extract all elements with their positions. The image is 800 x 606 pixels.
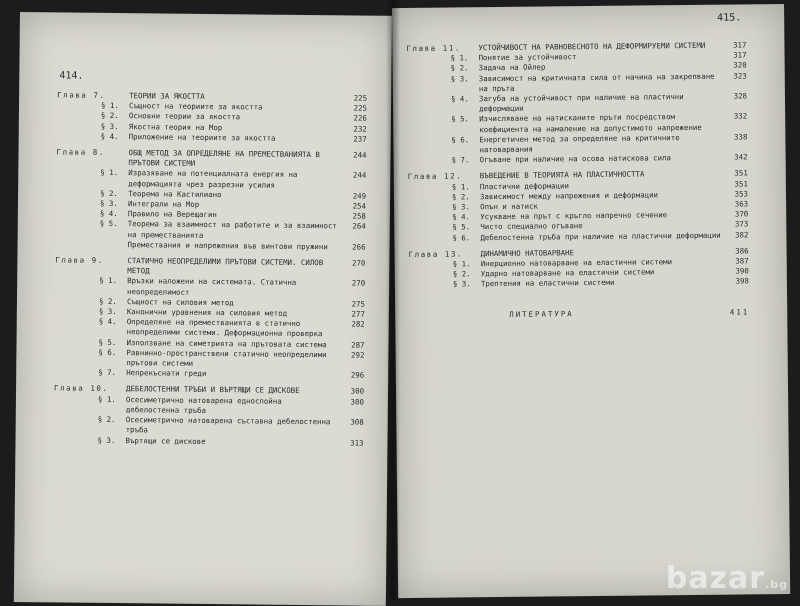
toc-entry-title: Загуба на устойчивост при наличие на пластични деформации [479, 92, 721, 115]
toc-entry-label: § 6. [451, 135, 479, 145]
toc-entry-label: § 1. [452, 182, 480, 192]
toc-entry-page: 249 [340, 191, 366, 201]
toc-entry-title: Понятие за устойчивост [479, 51, 721, 64]
toc-entry-page: 317 [720, 51, 746, 61]
toc-entry-page: 292 [338, 350, 364, 360]
toc-section-row [56, 239, 366, 252]
toc-entry-label: § 1. [453, 259, 481, 269]
toc-entry-label: § 2. [98, 415, 126, 425]
toc-entry-page: 244 [340, 171, 366, 181]
toc-entry-page: 225 [341, 104, 367, 114]
toc-entry-label: § 6. [98, 348, 126, 358]
toc-entry-page: 370 [722, 210, 748, 220]
toc-entry-title: Усукване на прът с кръгло напречно сечение [480, 210, 722, 223]
toc-entry-label: § 3. [451, 74, 479, 84]
toc-entry-title: Зависимост между напрежения и деформации [480, 190, 722, 203]
toc-entry-label: § 2. [452, 192, 480, 202]
toc-entry-label: § 2. [101, 111, 129, 121]
toc-entry-label: Глава 10. [54, 384, 126, 395]
toc-entry-label: § 1. [98, 395, 126, 405]
toc-entry-page: 387 [723, 256, 749, 266]
toc-section-row [53, 435, 363, 448]
toc-entry-title: Опън и натиск [480, 200, 722, 213]
toc-entry-label: § 6. [452, 233, 480, 243]
toc-entry-title: Използване на симетрията на прътовата система [126, 338, 338, 350]
toc-entry-label: § 7. [452, 155, 480, 165]
toc-entry-title: Дебелостенна тръба при наличие на пластични деформации [480, 230, 722, 243]
book-spine [386, 0, 400, 600]
toc-entry-title: Пластични деформации [480, 179, 722, 192]
watermark-suffix: .bg [765, 578, 788, 591]
toc-entry-title: УСТОЙЧИВОСТ НА РАВНОВЕСНОТО НА ДЕФОРМИРУЕМИ СИСТЕМИ [478, 41, 720, 54]
toc-entry-label: Глава 8. [56, 147, 128, 158]
toc-entry-title: Теорема за взаимност на работите и за взаимност на преместванията [128, 220, 340, 243]
toc-entry-page: 386 [723, 246, 749, 256]
toc-entry-title: Инерционно натоварване на еластични системи [481, 257, 723, 270]
toc-entry-title: Канонични уравнения на силовия метод [127, 307, 339, 319]
toc-entry-title: Премествания и напрежения във винтови пружини [128, 240, 340, 252]
toc-entry-label: § 1. [100, 168, 128, 178]
toc-entry-label: § 7. [98, 368, 126, 378]
toc-entry-page: 320 [721, 61, 747, 71]
toc-entry-label: § 2. [99, 297, 127, 307]
toc-entry-page: 313 [337, 438, 363, 448]
toc-entry-label: § 4. [452, 212, 480, 222]
left-page [14, 12, 392, 606]
toc-entry-page: 282 [339, 320, 365, 330]
toc-entry-label: Глава 13. [409, 249, 481, 260]
toc-entry-page: 353 [722, 189, 748, 199]
toc-entry-label: Глава 9. [55, 255, 127, 266]
toc-entry-label: § 3. [101, 121, 129, 131]
toc-entry-page: 351 [722, 169, 748, 179]
toc-entry-page: 338 [721, 132, 747, 142]
toc-section-row [408, 230, 748, 244]
toc-entry-label: § 1. [99, 276, 127, 286]
toc-entry-title: Непрекъснати греди [126, 368, 338, 380]
toc-entry-title: Равнинно-пространствени статично неопределими прътови системи [126, 348, 338, 371]
toc-entry-page: 342 [722, 153, 748, 163]
toc-entry-title: Огъване при наличие на осова натискова сила [480, 153, 722, 166]
toc-entry-label: § 3. [452, 202, 480, 212]
toc-entry-title: Връзки наложени на системата. Статична неопределимост [127, 277, 339, 300]
table-of-contents-right [406, 34, 749, 320]
toc-entry-page: 373 [722, 220, 748, 230]
toc-entry-page: 226 [341, 114, 367, 124]
toc-entry-label: § 3. [99, 307, 127, 317]
toc-literature-row [409, 307, 749, 321]
toc-entry-title: Изразяване на потенциалната енергия на деформацията чрез разрезни усилия [128, 169, 340, 192]
toc-entry-page: 264 [340, 222, 366, 232]
toc-entry-label: Глава 12. [408, 172, 480, 183]
toc-entry-page: 275 [339, 299, 365, 309]
toc-entry-page: 270 [339, 279, 365, 289]
table-of-contents-left [53, 84, 367, 448]
toc-entry-title: Определяне на преместванията в статично неопределими системи. Деформационна проверка [127, 317, 339, 340]
toc-entry-title: ВЪВЕДЕНИЕ В ТЕОРИЯТА НА ПЛАСТИЧНОСТТА [480, 169, 722, 182]
toc-entry-title: Трептения на еластични системи [481, 277, 723, 290]
toc-entry-title: Осесиметрично натоварена съставна дебелостенна тръба [126, 415, 338, 438]
toc-entry-page: 300 [338, 387, 364, 397]
toc-entry-label: Глава 11. [406, 43, 478, 54]
toc-entry-title: Въртящи се дискове [125, 436, 337, 448]
toc-entry-title: ДИНАМИЧНО НАТОВАРВАНЕ [481, 247, 723, 260]
toc-entry-label: § 4. [101, 132, 129, 142]
toc-entry-title: ДЕБЕЛОСТЕННИ ТРЪБИ И ВЪРТЯЩИ СЕ ДИСКОВЕ [126, 385, 338, 397]
toc-entry-label: § 2. [453, 269, 481, 279]
toc-entry-title: Същност на силовия метод [127, 297, 339, 309]
toc-entry-page: 382 [722, 230, 748, 240]
toc-entry-page: 225 [341, 93, 367, 103]
toc-literature-page: 411 [723, 307, 749, 317]
watermark-brand: bazar [666, 561, 765, 596]
toc-section-row [409, 277, 749, 291]
toc-entry-page: 266 [340, 242, 366, 252]
toc-entry-label: § 4. [99, 317, 127, 327]
toc-entry-label: § 5. [452, 223, 480, 233]
toc-entry-title: Изчисляване на натисканите пръти посредством коефициента на намаление на допустимото напрежение [479, 112, 721, 135]
toc-entry-label: § 5. [451, 115, 479, 125]
toc-entry-page: 328 [721, 91, 747, 101]
toc-entry-label: § 2. [451, 64, 479, 74]
toc-entry-title: Теорема на Кастилиано [128, 189, 340, 201]
toc-entry-title: Същност на теориите за якостта [129, 101, 341, 113]
toc-entry-label: § 2. [100, 189, 128, 199]
toc-entry-page: 277 [339, 309, 365, 319]
toc-literature-label: ЛИТЕРАТУРА [509, 307, 723, 319]
toc-section-row [408, 153, 748, 167]
toc-entry-title: Якостна теория на Мор [129, 122, 341, 134]
toc-entry-label: § 4. [100, 209, 128, 219]
toc-entry-label: § 3. [97, 435, 125, 445]
left-page-number: 414. [59, 70, 83, 81]
toc-entry-title: Енергетичен метод за определяне на критичните натоварвания [479, 132, 721, 155]
toc-entry-title: ТЕОРИИ ЗА ЯКОСТТА [129, 91, 341, 103]
toc-entry-title: Зависимост на критичната сила от начина на закрепване на пръта [479, 71, 721, 94]
toc-entry-title: Задача на Ойлер [479, 61, 721, 74]
toc-entry-page: 296 [338, 371, 364, 381]
right-page [392, 4, 790, 598]
toc-entry-label: § 3. [100, 199, 128, 209]
toc-entry-title: Чисто специално огъване [480, 220, 722, 233]
toc-entry-page: 254 [340, 201, 366, 211]
toc-entry-page: 232 [341, 124, 367, 134]
toc-section-row [54, 368, 364, 381]
toc-entry-label: § 5. [100, 219, 128, 229]
toc-entry-page: 308 [338, 417, 364, 427]
toc-entry-page: 332 [721, 112, 747, 122]
toc-entry-label: § 4. [451, 94, 479, 104]
toc-entry-page: 237 [341, 134, 367, 144]
toc-entry-page: 317 [720, 40, 746, 50]
right-page-number: 415. [717, 12, 741, 23]
toc-entry-page: 287 [338, 340, 364, 350]
toc-entry-page: 351 [722, 179, 748, 189]
toc-entry-page: 258 [340, 212, 366, 222]
toc-entry-label: § 1. [451, 53, 479, 63]
toc-entry-title: Ударно натоварване на еластични системи [481, 267, 723, 280]
toc-entry-label: § 5. [98, 338, 126, 348]
toc-entry-page: 300 [338, 397, 364, 407]
toc-entry-title: Интеграли на Мор [128, 199, 340, 211]
toc-entry-page: 244 [340, 150, 366, 160]
toc-entry-page: 323 [721, 71, 747, 81]
toc-entry-page: 390 [723, 267, 749, 277]
toc-section-row [57, 131, 367, 144]
toc-entry-title: Основни теории за якостта [129, 112, 341, 124]
toc-entry-page: 363 [722, 199, 748, 209]
toc-entry-title: ОБЩ МЕТОД ЗА ОПРЕДЕЛЯНЕ НА ПРЕМЕСТВАНИЯТА В ПРЪТОВИ СИСТЕМИ [128, 148, 340, 171]
toc-entry-title: Правило на Верещагин [128, 209, 340, 221]
toc-entry-label: § 3. [453, 280, 481, 290]
toc-entry-page: 270 [339, 258, 365, 268]
watermark-logo [666, 561, 788, 596]
toc-entry-page: 398 [723, 277, 749, 287]
toc-entry-title: Осесиметрично натоварена еднослойна дебелостенна тръба [126, 395, 338, 418]
toc-entry-label: Глава 7. [57, 90, 129, 101]
toc-entry-title: СТАТИЧНО НЕОПРЕДЕЛИМИ ПРЪТОВИ СИСТЕМИ. СИЛОВ МЕТОД [127, 256, 339, 279]
toc-entry-title: Приложение на теориите за якостта [129, 132, 341, 144]
toc-entry-label: § 1. [101, 101, 129, 111]
